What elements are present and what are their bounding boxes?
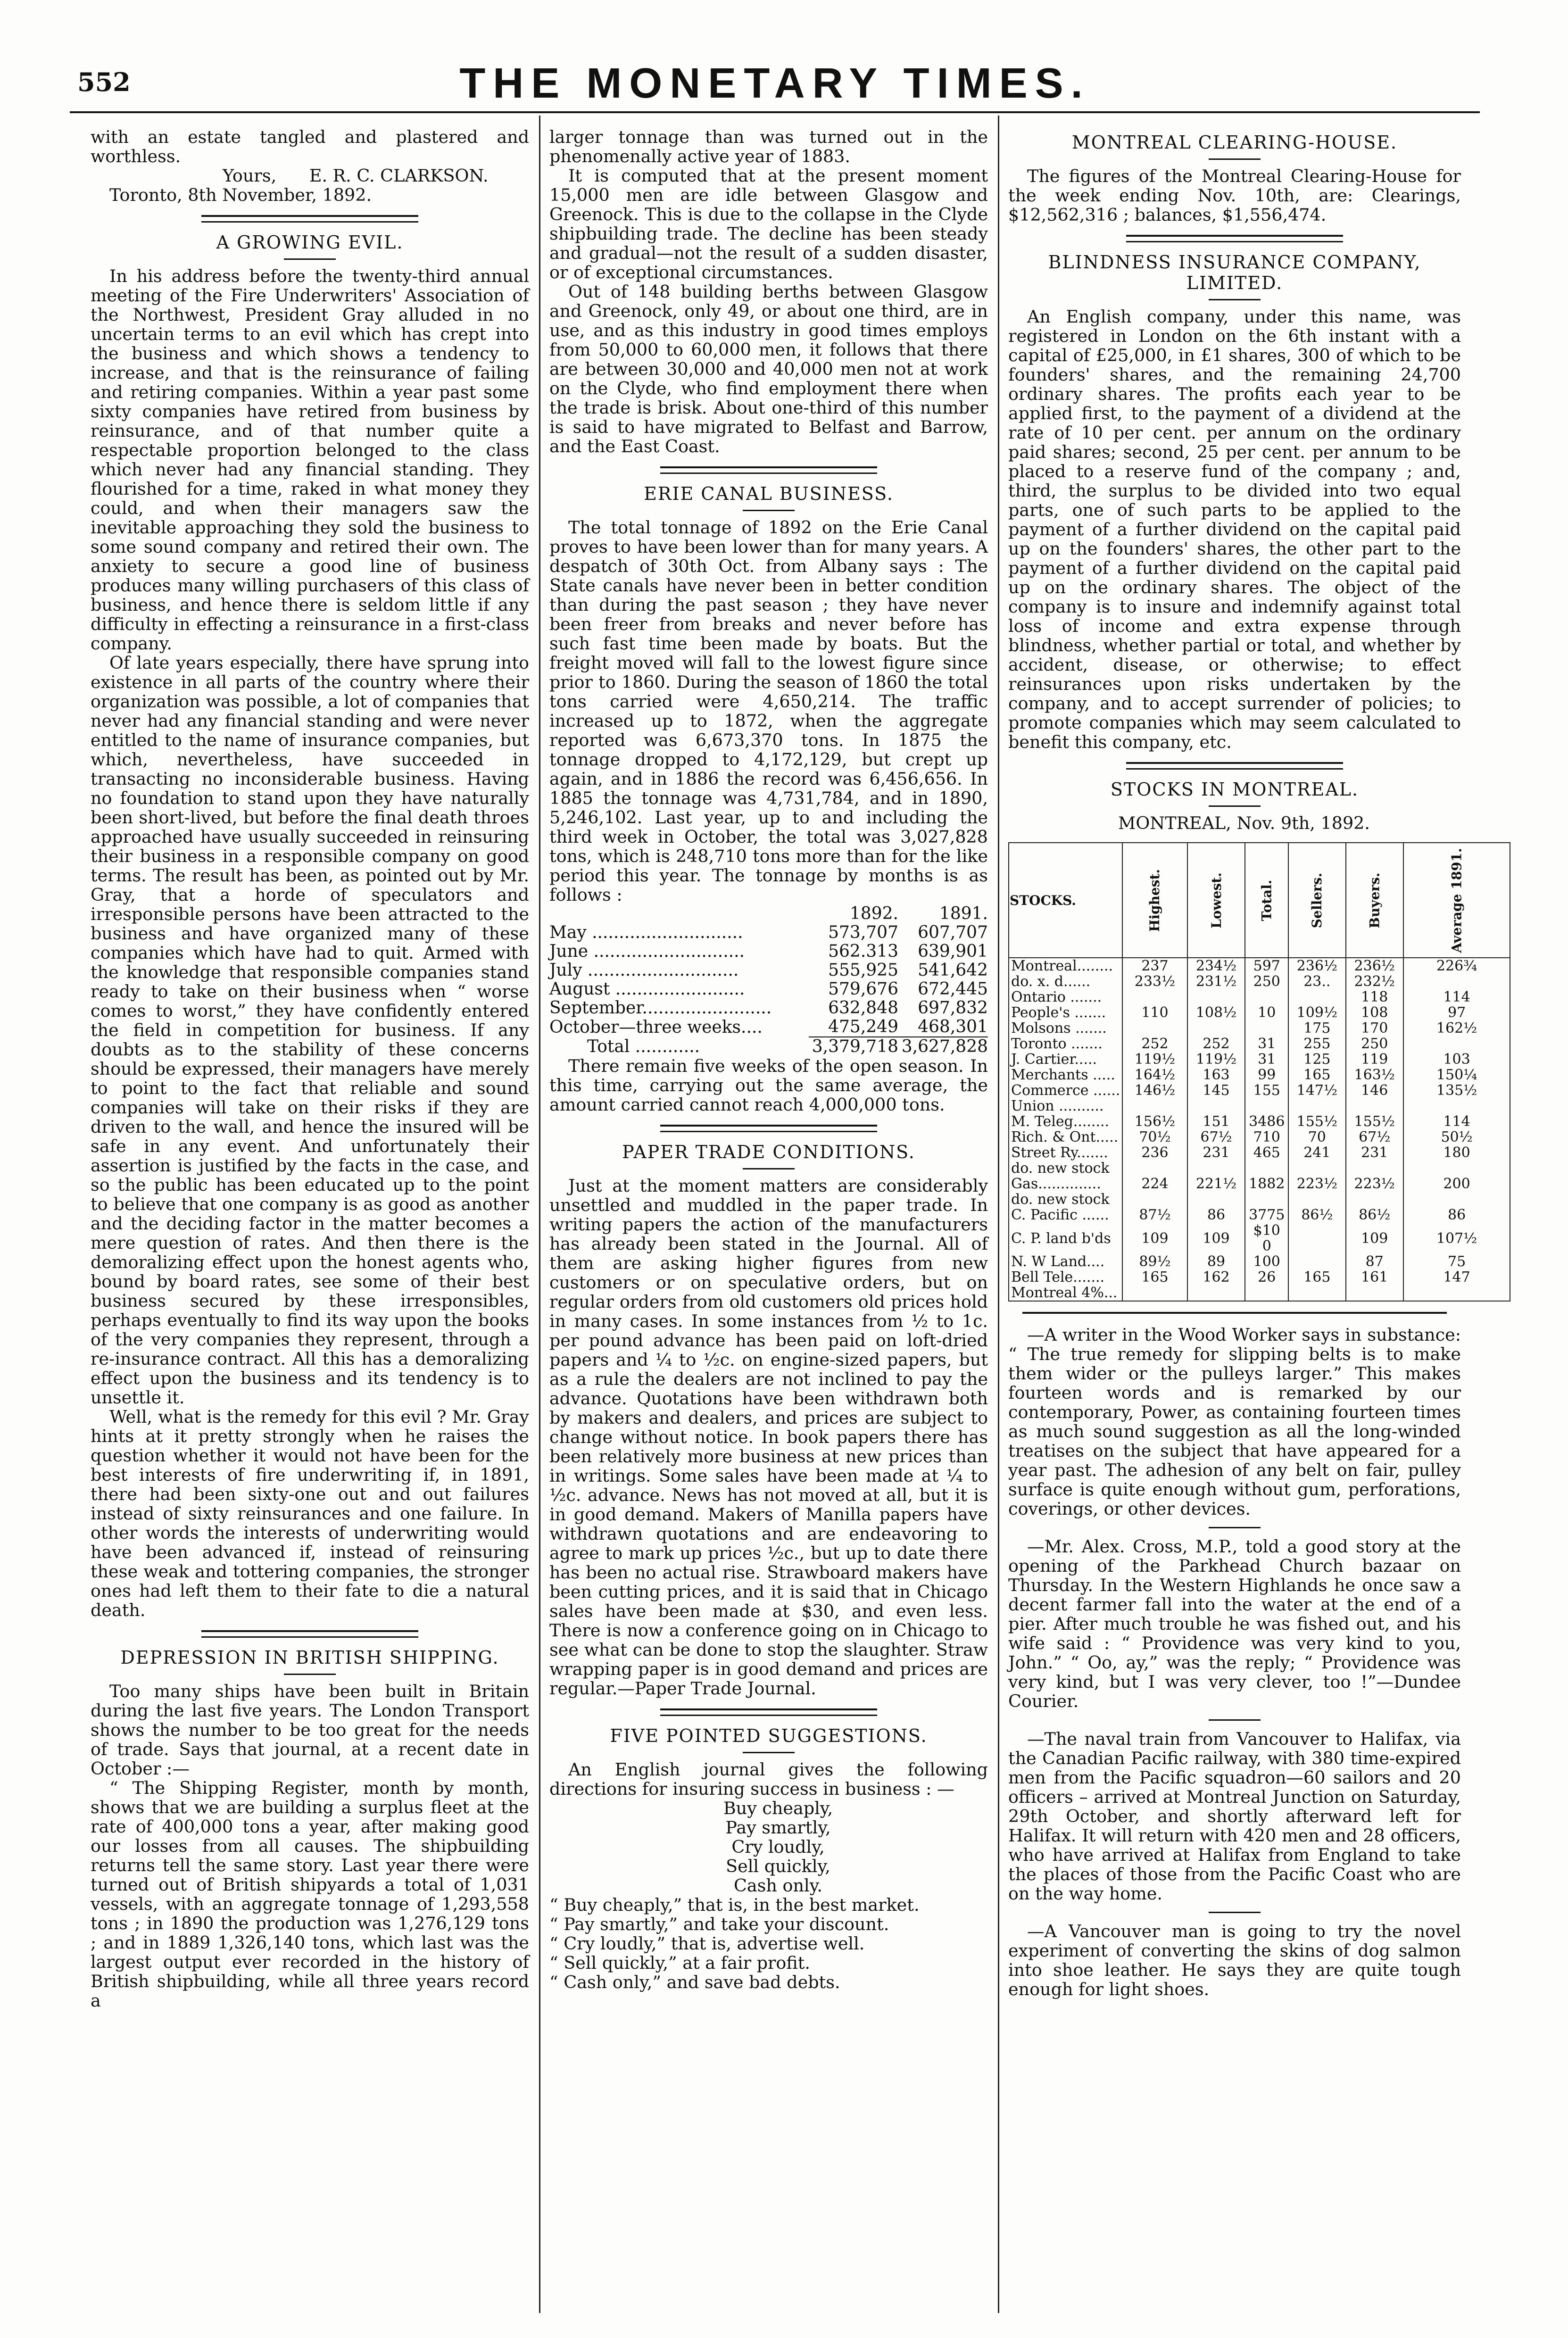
stock-value-cell <box>1122 1161 1187 1176</box>
paragraph: —Mr. Alex. Cross, M.P., told a good story at the opening of the Parkhead Church bazaar on Thursday. In the Western Highlands he once saw a decent farmer fall into the water at the end of a pier. After much trouble he was fished out, and his wife said : “ Providence was very kind to you, John.” “ Oo, ay,” was the reply; “ Providence was very kind, but I was very clever, too !”—Dundee Courier. <box>1008 1536 1461 1711</box>
stock-value-cell: 146 <box>1346 1083 1403 1098</box>
value-cell: 639,901 <box>918 942 988 961</box>
page-header <box>70 56 1480 108</box>
stocks-row <box>1009 1036 1510 1052</box>
stock-value-cell: 86 <box>1187 1207 1245 1223</box>
total-value: 3,379,718 <box>812 1037 898 1056</box>
stock-value-cell <box>1122 1192 1187 1207</box>
table-row <box>549 961 988 980</box>
suggestion-line: Pay smartly, <box>725 1817 831 1838</box>
stock-value-cell: 200 <box>1403 1176 1510 1192</box>
stock-value-cell: 163 <box>1187 1067 1245 1083</box>
stocks-row <box>1009 1067 1510 1083</box>
value-cell: 579,676 <box>828 979 898 999</box>
letter-place: Toronto, 8th November, 1892. <box>109 185 372 205</box>
short-rule <box>1209 299 1261 300</box>
sign-name: E. R. C. CLARKSON. <box>309 166 489 186</box>
month-cell: May ............................ <box>549 923 743 942</box>
table-row <box>549 923 988 942</box>
stock-value-cell <box>1403 974 1510 989</box>
short-rule <box>743 1752 795 1753</box>
stock-value-cell <box>1288 1192 1345 1207</box>
stock-value-cell: 119½ <box>1187 1052 1245 1067</box>
paragraph: There remain five weeks of the open season. In this time, carrying out the same average, the amount carried cannot reach 4,000,000 tons. <box>549 1056 988 1115</box>
stock-value-cell: 226¾ <box>1403 958 1510 974</box>
suggestion-line: Cry loudly, <box>731 1837 825 1857</box>
stock-value-cell: 107½ <box>1403 1223 1510 1254</box>
paragraph: Too many ships have been built in Britain during the last five years. The London Transport shows the number to be too great for the needs of trade. Says that journal, at a recent date in October :— <box>91 1681 529 1779</box>
stock-value-cell: 156½ <box>1122 1114 1187 1129</box>
section-rule <box>660 1125 877 1132</box>
stocks-row <box>1009 1020 1510 1036</box>
stock-name-cell: Gas.............. <box>1009 1176 1122 1192</box>
stock-value-cell: 89 <box>1187 1254 1245 1269</box>
suggestion-line: Buy cheaply, <box>723 1798 833 1818</box>
paragraph: —The naval train from Vancouver to Halifax, via the Canadian Pacific railway, with 380 time-expired men from the Pacific squadron—60 sailors and 20 officers – arrived at Montreal Junction on Saturday, 29th October, and shortly afterward left for Halifax. It will return with 420 men and 28 officers, who have arrived at Halifax from England to take the places of those from the Pacific Coast who are on the way home. <box>1008 1729 1461 1904</box>
month-cell: June ............................ <box>549 942 745 961</box>
stock-value-cell: 155½ <box>1346 1114 1403 1129</box>
stocks-col-header: Highest. <box>1122 843 1187 958</box>
stock-value-cell: 118 <box>1346 989 1403 1005</box>
stock-name-cell: Commerce ...... <box>1009 1083 1122 1098</box>
stocks-row <box>1009 1005 1510 1020</box>
stock-value-cell: 67½ <box>1187 1129 1245 1145</box>
section-rule <box>201 1630 418 1638</box>
stocks-row <box>1009 1129 1510 1145</box>
stock-value-cell: 67½ <box>1346 1129 1403 1145</box>
stock-value-cell <box>1288 1285 1345 1301</box>
stock-value-cell: 165 <box>1288 1067 1345 1083</box>
stock-name-cell: Bell Tele....... <box>1009 1269 1122 1285</box>
value-cell: 468,301 <box>898 1018 988 1037</box>
column-2 <box>549 127 988 2325</box>
stock-value-cell: 252 <box>1122 1036 1187 1052</box>
stock-value-cell: 10 <box>1245 1005 1288 1020</box>
stock-value-cell: 255 <box>1288 1036 1345 1052</box>
stock-value-cell: 223½ <box>1346 1176 1403 1192</box>
stock-value-cell: 86½ <box>1346 1207 1403 1223</box>
stocks-date: MONTREAL, Nov. 9th, 1892. <box>1118 813 1370 833</box>
stock-value-cell <box>1122 1285 1187 1301</box>
stock-name-cell: Toronto ....... <box>1009 1036 1122 1052</box>
paragraph: larger tonnage than was turned out in the phenomenally active year of 1883. <box>549 127 988 166</box>
stocks-row <box>1009 1114 1510 1129</box>
sign-yours: Yours, <box>223 166 277 186</box>
paragraph: —A writer in the Wood Worker says in substance: “ The true remedy for slipping belts is to make them wider or the pulleys larger.” This makes fourteen words and is remarked by our contemporary, Power, as containing fourteen times as much sound suggestion as all the long-winded treatises on the subject that have appeared for a year past. The adhesion of any belt on fair, pulley surface is quite enough without gum, perforations, coverings, or other devices. <box>1008 1325 1461 1519</box>
stock-value-cell: 250 <box>1245 974 1288 989</box>
paragraph: Out of 148 building berths between Glasgow and Greenock, only 49, or about one third, are in use, and as this industry in good times employs from 50,000 to 60,000 men, it follows that there are between 30,000 and 40,000 men not at work on the Clyde, who find employment there when the trade is brisk. About one-third of this number is said to have migrated to Belfast and Barrow, and the East Coast. <box>549 282 988 456</box>
value-cell: 573,707 <box>828 923 898 942</box>
stock-value-cell <box>1403 1098 1510 1114</box>
stock-value-cell: 26 <box>1245 1269 1288 1285</box>
table-row <box>549 1018 988 1037</box>
stock-value-cell: 231 <box>1346 1145 1403 1161</box>
stocks-row <box>1009 1083 1510 1098</box>
short-rule <box>284 258 336 260</box>
short-rule <box>743 1168 795 1169</box>
stock-value-cell: 114 <box>1403 1114 1510 1129</box>
paragraph: —A Vancouver man is going to try the novel experiment of converting the skins of dog salmon into shoe leather. He says they are quite tough enough for light shoes. <box>1008 1921 1461 1999</box>
stock-value-cell: 231½ <box>1187 974 1245 989</box>
stock-value-cell: 97 <box>1403 1005 1510 1020</box>
suggestion-note: “ Cash only,” and save bad debts. <box>549 1972 840 1992</box>
stock-value-cell: 108½ <box>1187 1005 1245 1020</box>
heading-british-shipping: DEPRESSION IN BRITISH SHIPPING. <box>120 1647 499 1668</box>
stock-value-cell: 151 <box>1187 1114 1245 1129</box>
stocks-col-header: Average 1891. <box>1403 843 1510 958</box>
stock-value-cell <box>1187 1020 1245 1036</box>
stock-value-cell: 165 <box>1122 1269 1187 1285</box>
stock-value-cell: 145 <box>1187 1083 1245 1098</box>
stock-value-cell <box>1288 1254 1345 1269</box>
stocks-col-header: STOCKS. <box>1009 843 1122 958</box>
stock-value-cell: 597 <box>1245 958 1288 974</box>
stock-value-cell: 234½ <box>1187 958 1245 974</box>
table-col-header: 1892. <box>849 904 898 923</box>
stock-value-cell: 70½ <box>1122 1129 1187 1145</box>
stock-value-cell <box>1288 989 1345 1005</box>
stock-value-cell: 119½ <box>1122 1052 1187 1067</box>
short-rule <box>1209 805 1261 807</box>
stock-value-cell: 147½ <box>1288 1083 1345 1098</box>
stock-value-cell <box>1403 1285 1510 1301</box>
stock-value-cell: 86 <box>1403 1207 1510 1223</box>
stock-value-cell <box>1245 1161 1288 1176</box>
heading-growing-evil: A GROWING EVIL. <box>216 232 404 253</box>
stock-value-cell <box>1346 1098 1403 1114</box>
stock-name-cell: C. Pacific ...... <box>1009 1207 1122 1223</box>
value-cell: 555,925 <box>828 961 898 980</box>
heading-stocks-montreal: STOCKS IN MONTREAL. <box>1110 779 1359 800</box>
stock-value-cell: 75 <box>1403 1254 1510 1269</box>
stock-value-cell: 3775 <box>1245 1207 1288 1223</box>
stock-value-cell: 125 <box>1288 1052 1345 1067</box>
erie-tonnage-table <box>549 904 988 1056</box>
heading-blindness-insurance: BLINDNESS INSURANCE COMPANY, LIMITED. <box>1048 252 1421 293</box>
paragraph: “ The Shipping Register, month by month, shows that we are building a surplus fleet at the rate of 400,000 tons a year, after making good our losses from all causes. The shipbuilding returns tell the same story. Last year there were turned out of British shipyards a total of 1,031 vessels, with an aggregate tonnage of 1,293,558 tons ; in 1890 the production was 1,276,129 tons ; and in 1889 1,326,140 tons, which last was the largest output ever recorded in the history of British shipbuilding, while all three years record a <box>91 1778 529 2011</box>
stock-value-cell: 165 <box>1288 1269 1345 1285</box>
stock-value-cell: 147 <box>1403 1269 1510 1285</box>
stocks-header-row <box>1009 843 1510 958</box>
paragraph: Just at the moment matters are considerably unsettled and muddled in the paper trade. In writing papers the action of the manufacturers has already been stated in the Journal. All of them are asking higher figures from new customers or on speculative orders, but on regular orders from old customers old prices hold in many cases. In some instances from ½ to 1c. per pound advance has been paid on loft-dried papers and ¼ to ½c. on engine-sized papers, but as a rule the dealers are not inclined to pay the advance. Quotations have been withdrawn both by makers and dealers, and prices are subject to change without notice. In book papers there has been relatively more business at new prices than in writings. Some sales have been made at ¼ to ½c. advance. News has not moved at all, but it is in good demand. Makers of Manilla papers have withdrawn quotations and are endeavoring to agree to mark up prices ½c., but up to date there has been no actual rise. Strawboard makers have been cutting prices, and it is said that in Chicago sales have been made at $30, and even less. There is now a conference going on in Chicago to see what can be done to stop the slaughter. Straw wrapping paper is in good demand and prices are regular.—Paper Trade Journal. <box>549 1176 988 1699</box>
paragraph: In his address before the twenty-third annual meeting of the Fire Underwriters' Association of the Northwest, President Gray alluded in no uncertain terms to an evil which has crept into the business and which shows a tendency to increase, and that is the reinsurance of failing and retiring companies. Within a year past some sixty companies have retired from business by reinsurance, and of that number quite a respectable proportion belonged to the class which never had any financial standing. They flourished for a time, raked in what money they could, and when their managers saw the inevitable approaching they sold the business to some sound company and retired their own. The anxiety to secure a good line of business produces many willing purchasers of this class of business, and hence there is seldom little if any difficulty in effecting a reinsurance in a first-class company. <box>91 266 529 654</box>
stock-value-cell <box>1288 1223 1345 1254</box>
stock-name-cell: Rich. & Ont..... <box>1009 1129 1122 1145</box>
column-divider <box>539 116 540 2313</box>
stocks-row <box>1009 1161 1510 1176</box>
short-rule <box>284 1674 336 1675</box>
stock-value-cell: 100 <box>1245 1254 1288 1269</box>
stocks-row <box>1009 974 1510 989</box>
value-cell: 672,445 <box>918 979 988 999</box>
stocks-row <box>1009 1223 1510 1254</box>
stock-value-cell <box>1187 1098 1245 1114</box>
table-total-row <box>549 1037 988 1056</box>
stock-value-cell: 23.. <box>1288 974 1345 989</box>
stock-name-cell: J. Cartier..... <box>1009 1052 1122 1067</box>
heading-five-suggestions: FIVE POINTED SUGGESTIONS. <box>610 1725 928 1746</box>
stock-value-cell: 3486 <box>1245 1114 1288 1129</box>
stock-value-cell: 236 <box>1122 1145 1187 1161</box>
suggestion-line: Sell quickly, <box>726 1856 830 1876</box>
stock-name-cell: N. W Land.... <box>1009 1254 1122 1269</box>
stocks-row <box>1009 958 1510 974</box>
heading-erie-canal: ERIE CANAL BUSINESS. <box>644 483 894 504</box>
stock-value-cell <box>1245 1098 1288 1114</box>
paragraph: It is computed that at the present moment 15,000 men are idle between Glasgow and Greenock. This is due to the collapse in the Clyde shipbuilding trade. The decline has been steady and gradual—not the result of a sudden disaster, or of exceptional circumstances. <box>549 166 988 282</box>
suggestion-note: “ Sell quickly,” at a fair profit. <box>549 1953 811 1973</box>
stock-value-cell: 155 <box>1245 1083 1288 1098</box>
stock-value-cell: 109 <box>1122 1223 1187 1254</box>
short-rule <box>1209 1527 1261 1528</box>
stock-value-cell <box>1346 1192 1403 1207</box>
stock-value-cell: 109 <box>1346 1223 1403 1254</box>
stock-value-cell: 108 <box>1346 1005 1403 1020</box>
stocks-row <box>1009 1269 1510 1285</box>
masthead: THE MONETARY TIMES. <box>459 60 1090 107</box>
stock-value-cell: 87½ <box>1122 1207 1187 1223</box>
paragraph: Well, what is the remedy for this evil ? Mr. Gray hints at it pretty strongly when he raises the question whether it would not have been for the best interests of fire underwriting if, in 1891, there had been sixty-one out and out failures instead of sixty reinsurances and one failure. In other words the interests of underwriting would have been advanced if, instead of reinsuring these weak and tottering companies, the stronger ones had left them to their fate to die a natural death. <box>91 1407 529 1620</box>
stock-value-cell: 233½ <box>1122 974 1187 989</box>
stock-value-cell <box>1122 1020 1187 1036</box>
stock-name-cell: do. new stock <box>1009 1192 1122 1207</box>
stock-value-cell: 87 <box>1346 1254 1403 1269</box>
stock-value-cell: 1882 <box>1245 1176 1288 1192</box>
stock-name-cell: Street Ry....... <box>1009 1145 1122 1161</box>
stock-value-cell <box>1187 1161 1245 1176</box>
column-divider <box>998 116 999 2313</box>
stock-value-cell: 164½ <box>1122 1067 1187 1083</box>
stock-value-cell <box>1122 989 1187 1005</box>
stock-value-cell <box>1245 1192 1288 1207</box>
stock-value-cell: 161 <box>1346 1269 1403 1285</box>
stocks-body <box>1009 958 1510 1301</box>
stock-value-cell: 86½ <box>1288 1207 1345 1223</box>
month-cell: September........................ <box>549 998 772 1018</box>
short-rule <box>1209 158 1261 160</box>
paragraph: Of late years especially, there have sprung into existence in all parts of the country where their organization was possible, a lot of companies that never had any financial standing and were never entitled to the name of insurance companies, but which, nevertheless, have succeeded in transacting no inconsiderable business. Having no foundation to stand upon they have naturally been short-lived, but before the final death throes approached have usually succeeded in reinsuring their business in a responsible company on good terms. The result has been, as pointed out by Mr. Gray, that a horde of speculators and irresponsible persons have been attracted to the business and have organized many of these companies which have had to quit. Armed with the knowledge that responsible companies stand ready to take on their business when “ worse comes to worst,” they have confidently entered the field in competition for business. If any doubts as to the stability of these concerns should be expressed, their managers have merely to point to the fact that reliable and sound companies will take on their risks if they are driven to the wall, and hence the insured will be safe in any event. And unfortunately their assertion is justified by the facts in the case, and so the public has been educated up to the point to believe that one company is as good as another and the deciding factor in the matter becomes a mere question of rates. And then there is the demoralizing effect upon the honest agents who, bound by board rates, see some of their best business secured by these irresponsibles, perhaps eventually to find its way upon the books of the very companies they represent, through a re-insurance contract. All this has a demoralizing effect upon the business and its tendency is to unsettle it. <box>91 653 529 1408</box>
stock-value-cell <box>1245 989 1288 1005</box>
stock-value-cell: 109½ <box>1288 1005 1345 1020</box>
stock-value-cell: 236½ <box>1346 958 1403 974</box>
stock-value-cell: 70 <box>1288 1129 1345 1145</box>
paragraph: The total tonnage of 1892 on the Erie Canal proves to have been lower than for many years. A despatch of 30th Oct. from Albany says : The State canals have never been in better condition than during the past season ; they have never been freer from breaks and never before has such fast time been made by boats. But the freight moved will fall to the lowest figure since prior to 1860. During the season of 1860 the total tons carried were 4,650,214. The traffic increased up to 1872, when the aggregate reported was 6,673,370 tons. In 1875 the tonnage dropped to 4,172,129, but crept up again, and in 1886 the record was 6,456,656. In 1885 the tonnage was 4,731,784, and in 1890, 5,246,102. Last year, up to and including the third week in October, the total was 3,027,828 tons, which is 248,710 tons more than for the like period this year. The tonnage by months is as follows : <box>549 517 988 905</box>
month-cell: August ........................ <box>549 979 745 999</box>
stock-value-cell: 223½ <box>1288 1176 1345 1192</box>
header-rule <box>70 111 1480 113</box>
stocks-row <box>1009 1145 1510 1161</box>
stock-value-cell: 236½ <box>1288 958 1345 974</box>
stock-value-cell: 99 <box>1245 1067 1288 1083</box>
stock-value-cell: 114 <box>1403 989 1510 1005</box>
table-row <box>549 980 988 999</box>
stock-value-cell: 180 <box>1403 1145 1510 1161</box>
stock-value-cell: 50½ <box>1403 1129 1510 1145</box>
suggestion-note: “ Cry loudly,” that is, advertise well. <box>549 1933 865 1954</box>
stock-value-cell: 231 <box>1187 1145 1245 1161</box>
stock-value-cell: 150¼ <box>1403 1067 1510 1083</box>
stock-value-cell: 250 <box>1346 1036 1403 1052</box>
stock-value-cell: 89½ <box>1122 1254 1187 1269</box>
stock-name-cell: Montreal 4%... <box>1009 1285 1122 1301</box>
short-rule <box>1209 1719 1261 1721</box>
value-cell: 697,832 <box>918 998 988 1018</box>
stocks-col-header: Lowest. <box>1187 843 1245 958</box>
stock-name-cell: M. Teleg........ <box>1009 1114 1122 1129</box>
stock-name-cell: C. P. land b'ds <box>1009 1223 1122 1254</box>
table-row <box>549 999 988 1018</box>
stock-value-cell: 119 <box>1346 1052 1403 1067</box>
stock-value-cell: 135½ <box>1403 1083 1510 1098</box>
section-rule <box>1022 1312 1447 1316</box>
stock-value-cell: 710 <box>1245 1129 1288 1145</box>
table-row <box>549 942 988 961</box>
stocks-row <box>1009 1192 1510 1207</box>
stock-value-cell: 109 <box>1187 1223 1245 1254</box>
stock-name-cell: Montreal........ <box>1009 958 1122 974</box>
heading-montreal-clearing-house: MONTREAL CLEARING-HOUSE. <box>1071 132 1398 153</box>
stock-name-cell: People's ....... <box>1009 1005 1122 1020</box>
stock-value-cell <box>1187 1285 1245 1301</box>
stocks-row <box>1009 989 1510 1005</box>
short-rule <box>743 510 795 511</box>
stock-value-cell <box>1346 1285 1403 1301</box>
stock-value-cell <box>1403 1036 1510 1052</box>
stock-value-cell: 103 <box>1403 1052 1510 1067</box>
column-1 <box>91 127 529 2325</box>
stock-value-cell: 252 <box>1187 1036 1245 1052</box>
value-cell: 562.313 <box>828 942 898 961</box>
stock-value-cell <box>1346 1161 1403 1176</box>
stocks-row <box>1009 1254 1510 1269</box>
stock-name-cell: do. new stock <box>1009 1161 1122 1176</box>
value-cell: 632,848 <box>828 998 898 1018</box>
stock-value-cell: 241 <box>1288 1145 1345 1161</box>
paragraph: The figures of the Montreal Clearing-House for the week ending Nov. 10th, are: Clearings, $12,562,316 ; balances, $1,556,474. <box>1008 166 1461 225</box>
value-cell: 541,642 <box>918 961 988 980</box>
stock-value-cell: 163½ <box>1346 1067 1403 1083</box>
stock-name-cell: Ontario ....... <box>1009 989 1122 1005</box>
stock-value-cell: 170 <box>1346 1020 1403 1036</box>
stock-value-cell <box>1245 1285 1288 1301</box>
stock-value-cell: 175 <box>1288 1020 1345 1036</box>
paragraph: An English company, under this name, was registered in London on the 6th instant with a capital of £25,000, in £1 shares, 300 of which to be founders' shares, and the remaining 24,700 ordinary shares. The profits each year to be applied first, to the payment of a dividend at the rate of 10 per cent. per annum on the ordinary paid shares; second, 25 per cent. per annum to be placed to a reserve fund of the company ; and, third, the surplus to be divided into two equal parts, one of such parts to be applied to the payment of a further dividend on the capital paid up on the founders' shares, the other part to the payment of a further dividend on the capital paid up on the ordinary shares. The object of the company is to insure and indemnify against total loss of income and extra expense through blindness, whether partial or total, and whether by accident, disease, or otherwise; to effect reinsurances upon risks undertaken by the company, and to accept surrender of policies; to promote companies which may seem calculated to benefit this company, etc. <box>1008 307 1461 752</box>
section-rule <box>1126 762 1343 770</box>
heading-paper-trade: PAPER TRADE CONDITIONS. <box>622 1142 915 1162</box>
stock-value-cell: 224 <box>1122 1176 1187 1192</box>
stock-value-cell: 110 <box>1122 1005 1187 1020</box>
suggestion-note: “ Buy cheaply,” that is, in the best market. <box>549 1895 920 1915</box>
stock-value-cell <box>1187 1192 1245 1207</box>
stocks-row <box>1009 1207 1510 1223</box>
stock-value-cell: 31 <box>1245 1052 1288 1067</box>
stock-name-cell: Molsons ....... <box>1009 1020 1122 1036</box>
value-cell: 475,249 <box>809 1018 898 1037</box>
stocks-row <box>1009 1098 1510 1114</box>
stock-value-cell <box>1288 1098 1345 1114</box>
section-rule <box>660 466 877 474</box>
short-rule <box>1209 1912 1261 1913</box>
suggestion-note: “ Pay smartly,” and take your discount. <box>549 1914 889 1934</box>
stock-value-cell <box>1288 1161 1345 1176</box>
page-number: 552 <box>77 67 131 97</box>
stock-value-cell <box>1403 1161 1510 1176</box>
stock-value-cell: 155½ <box>1288 1114 1345 1129</box>
total-value: 3,627,828 <box>901 1037 988 1056</box>
stock-value-cell <box>1122 1098 1187 1114</box>
stock-value-cell: 146½ <box>1122 1083 1187 1098</box>
stock-name-cell: Merchants ..... <box>1009 1067 1122 1083</box>
paragraph: An English journal gives the following directions for insuring success in business : — <box>549 1759 988 1799</box>
stock-value-cell <box>1245 1020 1288 1036</box>
stock-value-cell <box>1187 989 1245 1005</box>
section-rule <box>201 215 418 223</box>
stock-value-cell: 237 <box>1122 958 1187 974</box>
total-label: Total ............ <box>587 1036 700 1056</box>
table-col-header: 1891. <box>939 904 988 923</box>
month-cell: October—three weeks.... <box>549 1017 763 1037</box>
paragraph: with an estate tangled and plastered and worthless. <box>91 127 529 166</box>
stocks-col-header: Total. <box>1245 843 1288 958</box>
suggestion-line: Cash only. <box>733 1875 823 1896</box>
stock-value-cell: 221½ <box>1187 1176 1245 1192</box>
stocks-table <box>1008 842 1510 1302</box>
section-rule <box>1126 235 1343 242</box>
table-header-row <box>549 904 988 923</box>
stock-value-cell: 162½ <box>1403 1020 1510 1036</box>
stock-value-cell: 162 <box>1187 1269 1245 1285</box>
section-rule <box>660 1708 877 1716</box>
stock-name-cell: do. x. d...... <box>1009 974 1122 989</box>
value-cell: 607,707 <box>918 923 988 942</box>
stock-value-cell <box>1403 1192 1510 1207</box>
stock-value-cell: 232½ <box>1346 974 1403 989</box>
stock-value-cell: $10 0 <box>1245 1223 1288 1254</box>
stocks-row <box>1009 1052 1510 1067</box>
stocks-col-header: Buyers. <box>1346 843 1403 958</box>
month-cell: July ............................ <box>549 961 739 980</box>
stocks-row <box>1009 1285 1510 1301</box>
stock-name-cell: Union .......... <box>1009 1098 1122 1114</box>
letter-signature <box>91 166 529 185</box>
stocks-col-header: Sellers. <box>1288 843 1345 958</box>
stocks-row <box>1009 1176 1510 1192</box>
stock-value-cell: 465 <box>1245 1145 1288 1161</box>
stock-value-cell: 31 <box>1245 1036 1288 1052</box>
column-3 <box>1008 127 1477 2325</box>
